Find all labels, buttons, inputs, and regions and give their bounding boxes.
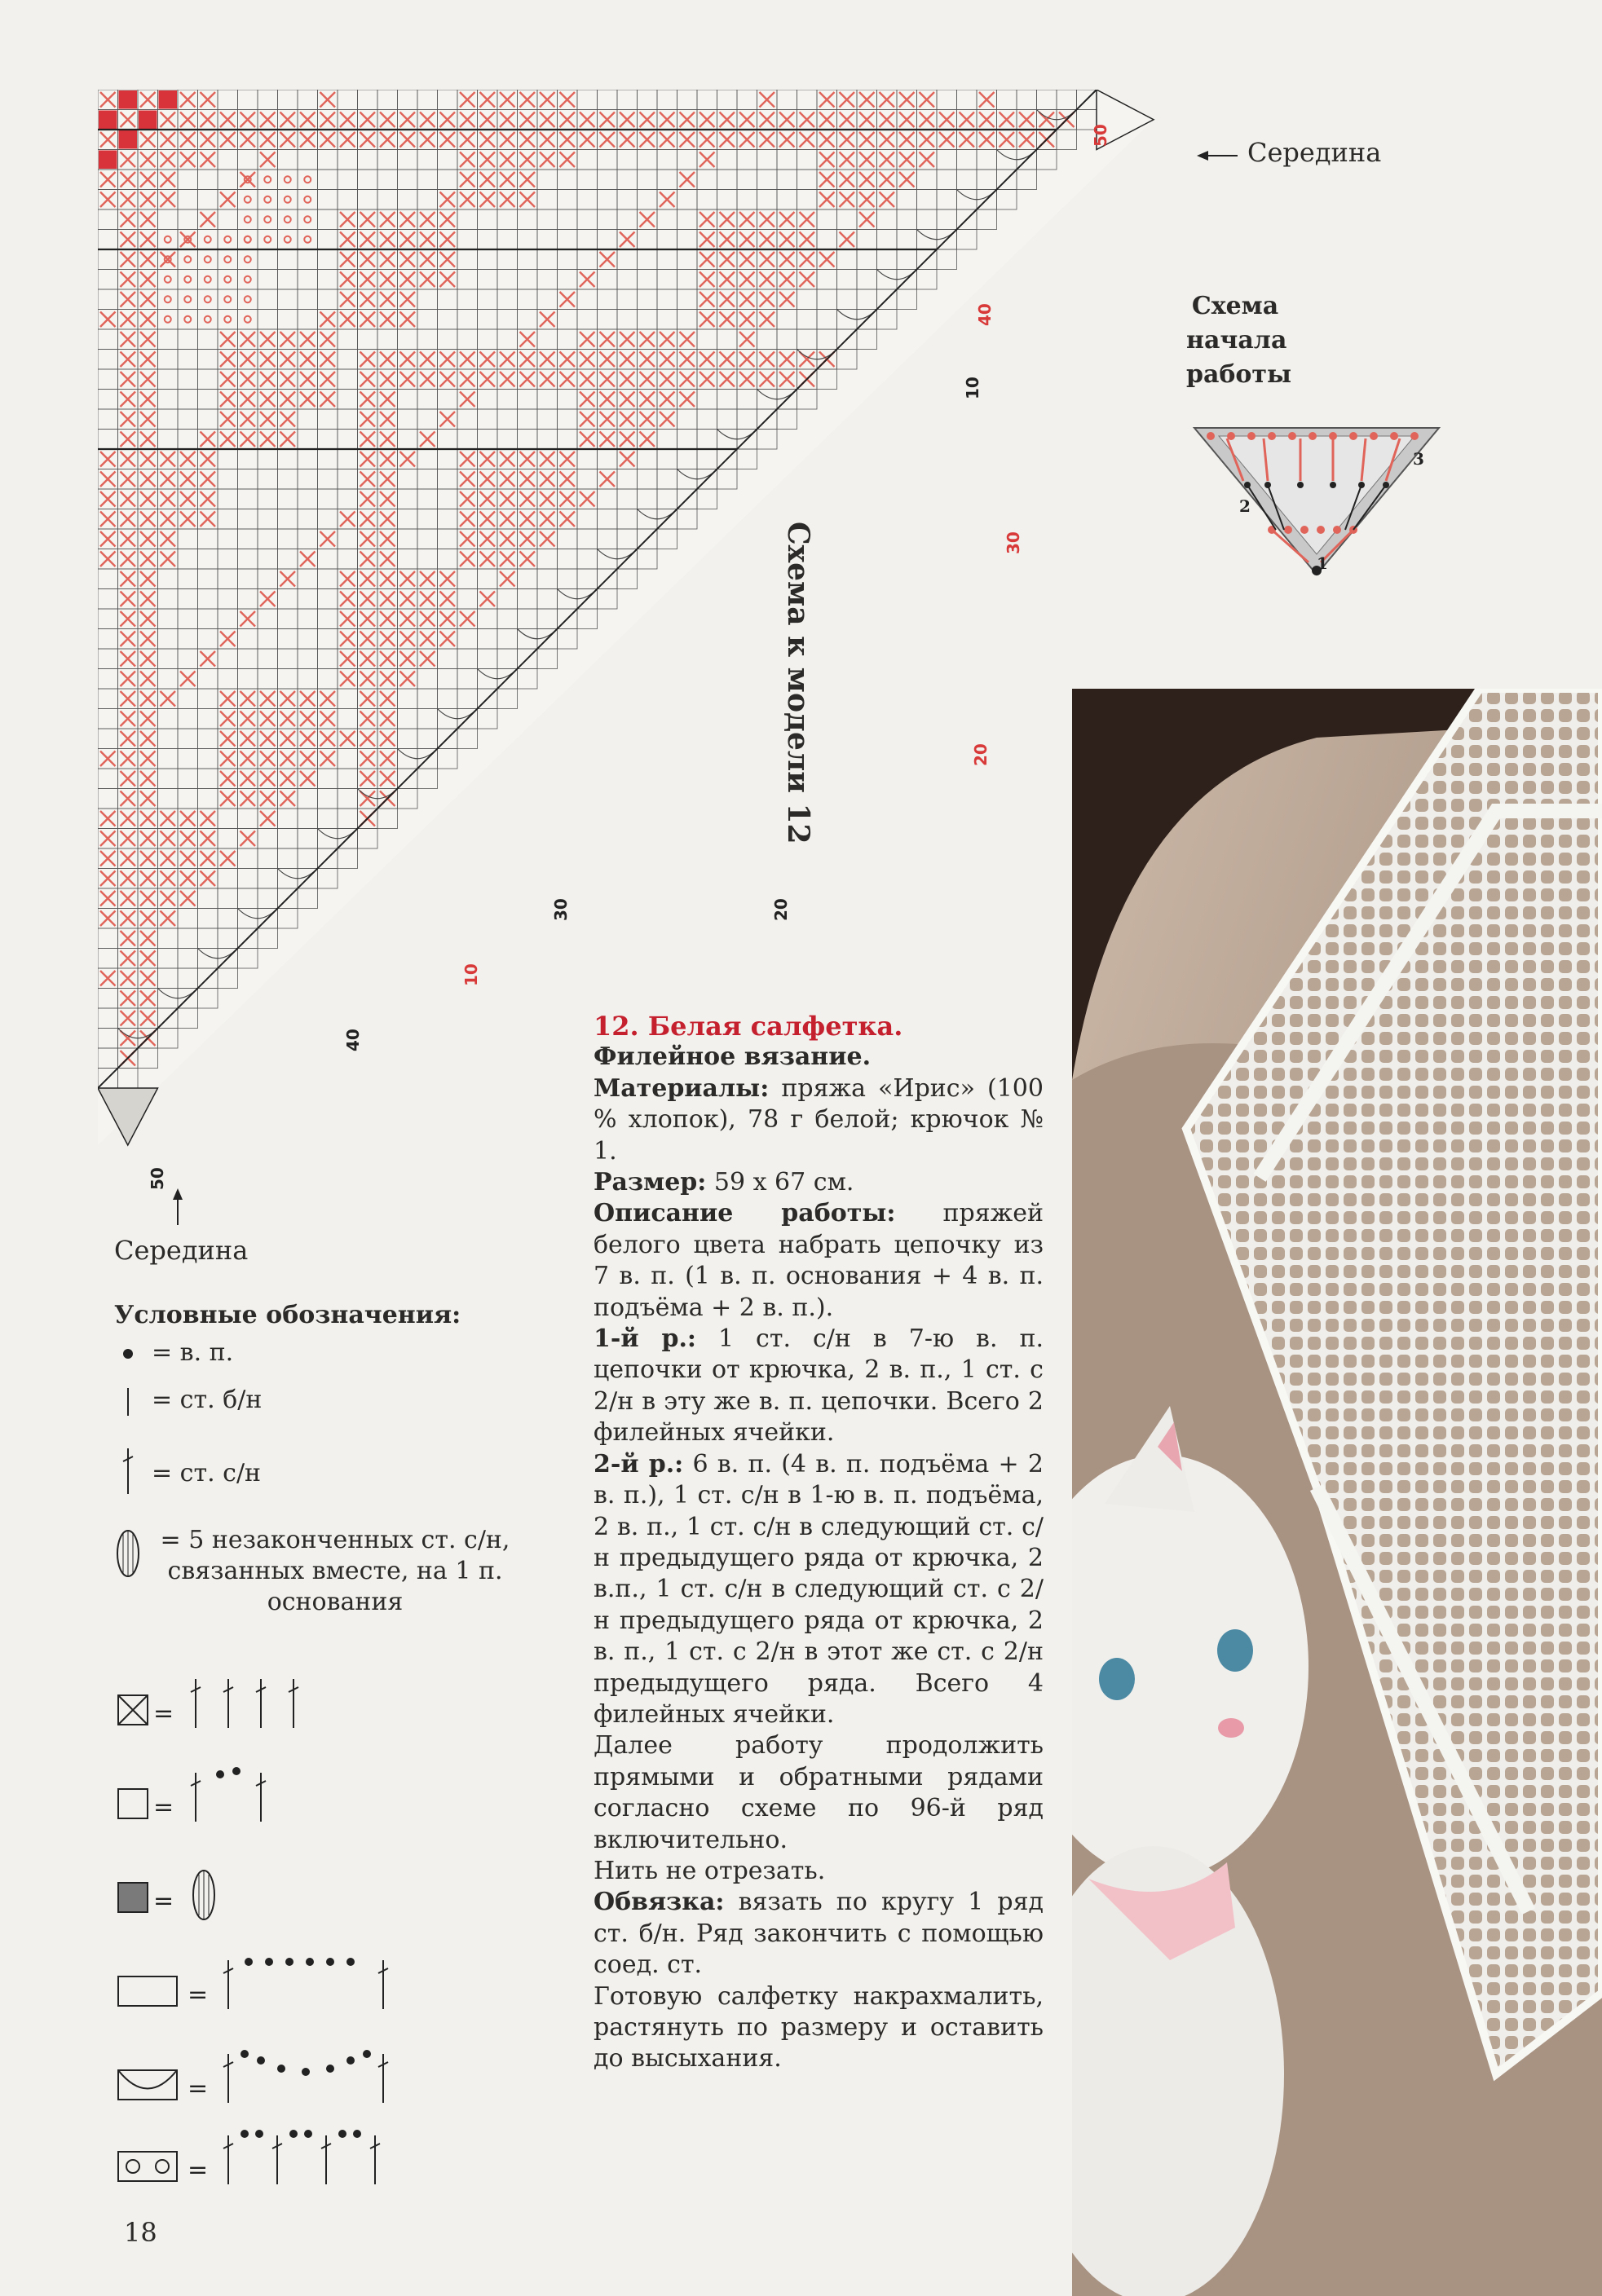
start-title-line-1: Схема bbox=[1191, 292, 1279, 320]
svg-text:=: = bbox=[153, 1887, 174, 1915]
start-row-label-3: 3 bbox=[1413, 449, 1424, 469]
chart-row-number: 30 bbox=[1004, 531, 1023, 554]
row2-label: 2-й р.: bbox=[594, 1449, 684, 1479]
start-row-label-1: 1 bbox=[1317, 553, 1328, 573]
legend-item-sc bbox=[114, 1385, 603, 1417]
legend-text-chain: = в. п. bbox=[152, 1338, 234, 1367]
svg-text:=: = bbox=[153, 1793, 174, 1822]
legend-item-cluster bbox=[114, 1525, 603, 1618]
cut-text: Нить не отрезать. bbox=[594, 1856, 826, 1885]
legend-open-cell-row bbox=[118, 1767, 266, 1822]
chart-row-number: 30 bbox=[551, 898, 571, 921]
start-scheme-diagram bbox=[1186, 416, 1447, 579]
edge-text: вязать по кругу 1 ряд ст. б/н. Ряд закончить с помощью соед. ст. bbox=[594, 1888, 1044, 1980]
chart-row-number: 50 bbox=[1091, 124, 1110, 147]
middle-label-bottom: Середина bbox=[114, 1235, 249, 1266]
chart-solid-cell bbox=[119, 90, 138, 109]
page-number: 18 bbox=[124, 2217, 157, 2248]
legend-long-cell-row bbox=[118, 1958, 388, 2009]
article-subtitle: Филейное вязание. bbox=[594, 1042, 872, 1072]
legend-cell-symbols bbox=[114, 1671, 440, 2192]
chart-row-number: 40 bbox=[343, 1029, 363, 1051]
size-text: 59 х 67 см. bbox=[713, 1168, 854, 1197]
svg-text:=: = bbox=[153, 1699, 174, 1728]
chart-solid-cell bbox=[99, 151, 117, 170]
chart-row-number: 40 bbox=[975, 303, 995, 326]
legend-circle-cell-row bbox=[118, 2130, 380, 2184]
legend-item-dc bbox=[114, 1447, 603, 1496]
middle-label-top: Середина bbox=[1247, 137, 1382, 168]
arrow-up-icon bbox=[171, 1188, 184, 1228]
start-row-label-2: 2 bbox=[1239, 496, 1251, 516]
legend-arch-cell-row bbox=[118, 2050, 388, 2103]
chart-row-number: 20 bbox=[971, 743, 991, 766]
materials-label: Материалы: bbox=[594, 1073, 770, 1103]
description-label: Описание работы: bbox=[594, 1199, 896, 1228]
chart-row-number: 10 bbox=[963, 377, 982, 399]
chart-solid-cell bbox=[99, 111, 117, 130]
svg-text:=: = bbox=[188, 2156, 209, 2184]
single-crochet-icon bbox=[114, 1385, 142, 1417]
row1-label: 1-й р.: bbox=[594, 1324, 696, 1354]
chart-row-number: 20 bbox=[771, 898, 791, 921]
arrow-left-icon bbox=[1197, 149, 1238, 165]
legend-item-chain bbox=[114, 1337, 603, 1368]
chart-solid-cell bbox=[159, 90, 178, 109]
row2-text: 6 в. п. (4 в. п. подъёма + 2 в. п.), 1 ст. с/н в 1-ю в. п. подъёма, 2 в. п., 1 ст. с/н в следующий ст. с/н предыдущего ряда от крючка, 2 в.п., 1 ст. с/н в следующий ст. с 2/н предыдущего ряда от крючка, 2 в. п., 1 ст. с 2/н в этот же ст. с 2/н предыдущего ряда. Всего 4 филейных ячейки. bbox=[594, 1449, 1044, 1729]
legend-text-cluster: = 5 незаконченных ст. с/н, связанных вместе, на 1 п. основания bbox=[160, 1526, 510, 1616]
svg-text:=: = bbox=[188, 1981, 209, 2009]
legend-dark-cell-row bbox=[118, 1871, 214, 1919]
double-crochet-icon bbox=[114, 1447, 142, 1496]
legend-text-dc: = ст. с/н bbox=[152, 1459, 262, 1487]
row1-text: 1 ст. с/н в 7-ю в. п. цепочки от крючка, 2 в. п., 1 ст. с 2/н в эту же в. п. цепочки. Всего 2 филейных ячейки. bbox=[594, 1324, 1044, 1448]
legend bbox=[114, 1300, 603, 1618]
size-label: Размер: bbox=[594, 1168, 707, 1197]
dot-icon bbox=[114, 1337, 142, 1367]
chart-row-number: 50 bbox=[148, 1167, 167, 1190]
start-title-line-3: работы bbox=[1186, 360, 1292, 389]
final-text: Готовую салфетку накрахмалить, растянуть по размеру и оставить до высыхания. bbox=[594, 1981, 1044, 2073]
article bbox=[594, 1011, 1044, 2075]
legend-title: Условные обозначения: bbox=[114, 1301, 461, 1329]
product-photo bbox=[1072, 689, 1602, 2296]
legend-text-sc: = ст. б/н bbox=[152, 1386, 263, 1414]
article-title: 12. Белая салфетка. bbox=[594, 1011, 903, 1042]
chart-solid-cell bbox=[139, 111, 157, 130]
description-text: пряжей белого цвета набрать цепочку из 7 в. п. (1 в. п. основания + 4 в. п. подъёма + 2 в. п.). bbox=[594, 1199, 1044, 1322]
continue-text: Далее работу продолжить прямыми и обратными рядами согласно схеме по 96-й ряд включительно. bbox=[594, 1731, 1044, 1854]
chart-solid-cell bbox=[119, 130, 138, 149]
chart-caption: Схема к модели 12 bbox=[781, 522, 815, 844]
start-title-line-2: начала bbox=[1186, 326, 1287, 355]
start-scheme-title bbox=[1186, 289, 1292, 392]
edge-label: Обвязка: bbox=[594, 1888, 725, 1917]
materials-text: пряжа «Ирис» (100 % хлопок), 78 г белой; крючок № 1. bbox=[594, 1073, 1044, 1166]
svg-text:=: = bbox=[188, 2074, 209, 2103]
legend-cross-cell-row bbox=[118, 1679, 298, 1728]
cluster-icon bbox=[114, 1525, 142, 1582]
chart-row-number: 10 bbox=[461, 963, 481, 986]
